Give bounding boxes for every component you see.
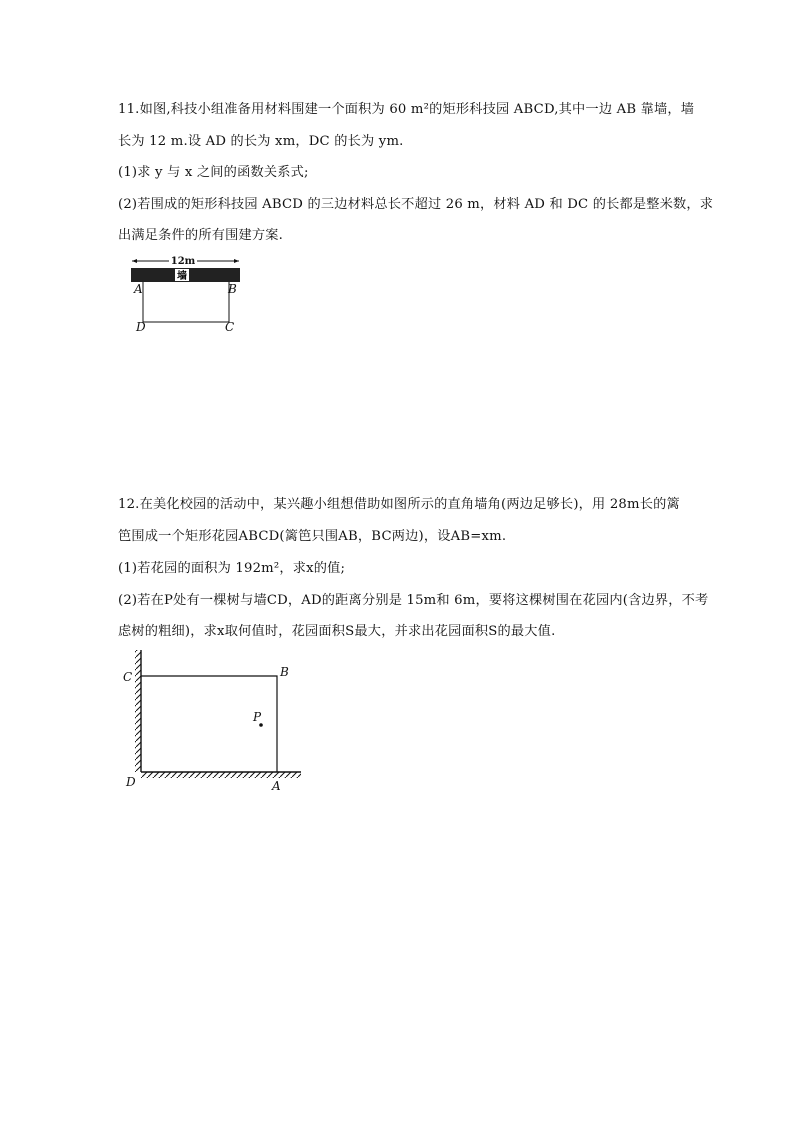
q12-line-5: 虑树的粗细)，求x取何值时，花园面积S最大，并求出花园面积S的最大值. <box>118 624 556 639</box>
q12-label-a: A <box>272 779 281 793</box>
q11-label-a: A <box>134 282 143 296</box>
q12-fence <box>141 676 277 772</box>
q11-line-5: 出满足条件的所有围建方案. <box>118 228 284 243</box>
q12-line-1: 12.在美化校园的活动中，某兴趣小组想借助如图所示的直角墙角(两边足够长)，用 28m长的篱 <box>118 497 680 512</box>
q12-line-4: (2)若在P处有一棵树与墙CD，AD的距离分别是 15m和 6m，要将这棵树围在花园内(含边界，不考 <box>118 593 709 608</box>
q12-wall-horizontal <box>141 772 301 778</box>
q12-label-d: D <box>126 775 136 789</box>
q11-wall-label: 墙 <box>177 271 187 282</box>
q11-label-c: C <box>225 320 235 334</box>
q11-label-d: D <box>136 320 146 334</box>
q11-figure <box>124 250 248 336</box>
q11-line-4: (2)若围成的矩形科技园 ABCD 的三边材料总长不超过 26 m，材料 AD 和 DC 的长都是整米数，求 <box>118 197 714 212</box>
q12-line-3: (1)若花园的面积为 192m²，求x的值; <box>118 561 346 576</box>
q12-label-b: B <box>280 665 289 679</box>
q11-line-3: (1)求 y 与 x 之间的函数关系式; <box>118 165 309 180</box>
q11-label-b: B <box>228 282 237 296</box>
q11-line-2: 长为 12 m.设 AD 的长为 xm，DC 的长为 ym. <box>118 134 404 149</box>
q12-label-p: P <box>253 710 262 724</box>
q12-wall-vertical <box>135 650 141 772</box>
q11-line-1: 11.如图,科技小组准备用材料围建一个面积为 60 m²的矩形科技园 ABCD,其中一边 AB 靠墙，墙 <box>118 102 695 117</box>
q12-figure <box>118 645 308 795</box>
q12-line-2: 笆围成一个矩形花园ABCD(篱笆只围AB，BC两边)，设AB=xm. <box>118 529 507 544</box>
q12-label-c: C <box>123 670 133 684</box>
q11-fence <box>143 282 229 322</box>
q11-wall-length-label: 12m <box>170 256 196 267</box>
